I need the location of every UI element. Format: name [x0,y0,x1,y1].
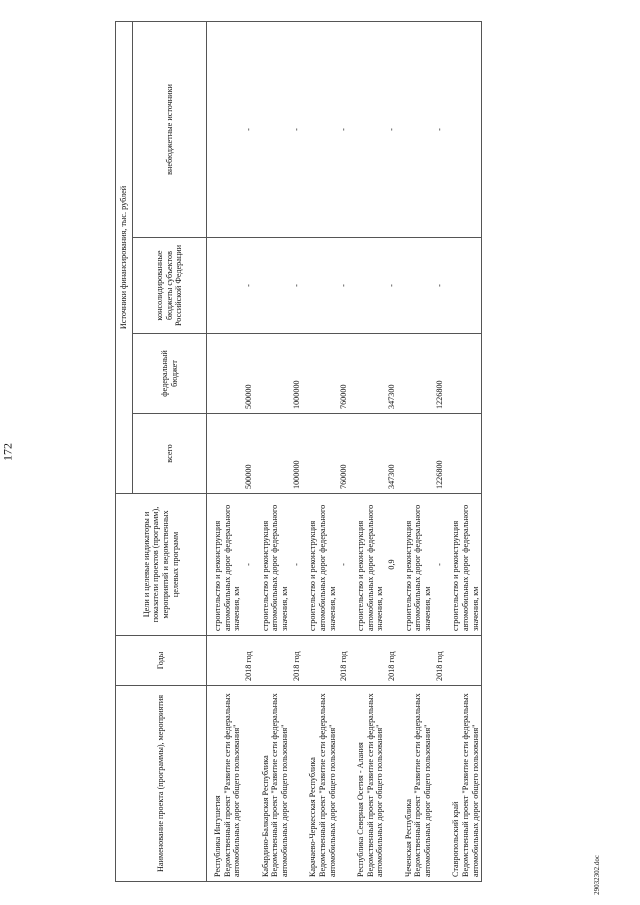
table-row [255,21,291,881]
header-goals: Цели и целевые индикаторы и показатели проектов (программ), мероприятий и ведомственных целевых программ [116,494,207,636]
financing-table [115,21,482,882]
indicator-value: - [434,494,446,636]
indicator-text: строительство и реконструкция автомобильных дорог федерального значения, км [255,494,291,636]
rotated-table-wrapper [115,22,605,882]
indicator-text: строительство и реконструкция автомобильных дорог федерального значения, км [302,494,338,636]
table-row [445,21,482,881]
table-row [207,21,244,881]
regional-value: - [243,238,255,334]
extra-value: - [434,21,446,237]
table-row-values [386,21,398,881]
federal-value: 1000000 [291,334,303,414]
table-row [302,21,338,881]
table-body [207,21,482,881]
extra-value: - [291,21,303,237]
table-row [398,21,434,881]
federal-value: 1226800 [434,334,446,414]
header-total: всего [133,414,207,494]
project-name: Ведомственный проект "Развитие сети федеральных автомобильных дорог общего пользования" [318,693,337,877]
total-value: 347300 [386,414,398,494]
header-row-1 [116,21,133,881]
indicator-value: - [291,494,303,636]
regional-value: - [434,238,446,334]
region-name: Республика Ингушетия Ведомственный проект "Развитие сети федеральных автомобильных дорог общего пользования" [207,686,244,882]
regional-value: - [386,238,398,334]
table-row-values [434,21,446,881]
indicator-value: 0,9 [386,494,398,636]
indicator-text: строительство и реконструкция автомобильных дорог федерального значения, км [398,494,434,636]
project-name: Ведомственный проект "Развитие сети федеральных автомобильных дорог общего пользования" [365,693,385,877]
indicator-value: - [243,494,255,636]
header-years: Годы [116,636,207,686]
header-sources: Источники финансирования, тыс. рублей [116,21,133,493]
table-row [350,21,386,881]
page-number: 172 [0,443,15,461]
project-name: Ведомственный проект "Развитие сети федеральных автомобильных дорог общего пользования" [222,693,242,877]
regional-value: - [291,238,303,334]
header-extra: внебюджетные источники [133,21,207,237]
indicator-text: строительство и реконструкция автомобильных дорог федерального значения, км [445,494,482,636]
extra-value: - [386,21,398,237]
year-cell [207,636,244,686]
footer-file-name: 29032302.doc [593,855,601,895]
table-row-values [243,21,255,881]
region-name: Кабардино-Балкарская Республика Ведомственный проект "Развитие сети федеральных автомобильных дорог общего пользования" [255,686,291,882]
total-value: 1226800 [434,414,446,494]
indicator-value: - [338,494,350,636]
federal-value: 347300 [386,334,398,414]
year-cell: 2018 год [338,636,350,686]
region-name: Карачаево-Черкесская Республика Ведомственный проект "Развитие сети федеральных автомобильных дорог общего пользования" [302,686,338,882]
federal-value: 500000 [243,334,255,414]
region-name: Ставропольский край Ведомственный проект "Развитие сети федеральных автомобильных дорог общего пользования" [445,686,482,882]
extra-value: - [338,21,350,237]
year-cell: 2018 год [434,636,446,686]
indicator-text: строительство и реконструкция автомобильных дорог федерального значения, км [350,494,386,636]
year-cell: 2018 год [291,636,303,686]
region-name: Республика Северная Осетия - Алания Ведомственный проект "Развитие сети федеральных автомобильных дорог общего пользования" [350,686,386,882]
total-value: 760000 [338,414,350,494]
project-name: Ведомственный проект "Развитие сети федеральных автомобильных дорог общего пользования" [413,693,433,877]
project-name: Ведомственный проект "Развитие сети федеральных автомобильных дорог общего пользования" [270,693,290,877]
table-row-values [338,21,350,881]
total-value: 500000 [243,414,255,494]
total-value: 1000000 [291,414,303,494]
regional-value: - [338,238,350,334]
federal-value: 760000 [338,334,350,414]
header-regional: консолидированные бюджеты субъектов Российской Федерации [133,238,207,334]
project-name: Ведомственный проект "Развитие сети федеральных автомобильных дорог общего пользования" [461,693,480,877]
rotated-table-content [115,22,605,882]
extra-value: - [243,21,255,237]
header-federal: федеральный бюджет [133,334,207,414]
indicator-text: строительство и реконструкция автомобильных дорог федерального значения, км [207,494,244,636]
table-row-values [291,21,303,881]
year-cell: 2018 год [243,636,255,686]
header-name: Наименование проекта (программы), мероприятия [116,686,207,882]
region-name: Чеченская Республика Ведомственный проект "Развитие сети федеральных автомобильных дорог общего пользования" [398,686,434,882]
year-cell: 2018 год [386,636,398,686]
